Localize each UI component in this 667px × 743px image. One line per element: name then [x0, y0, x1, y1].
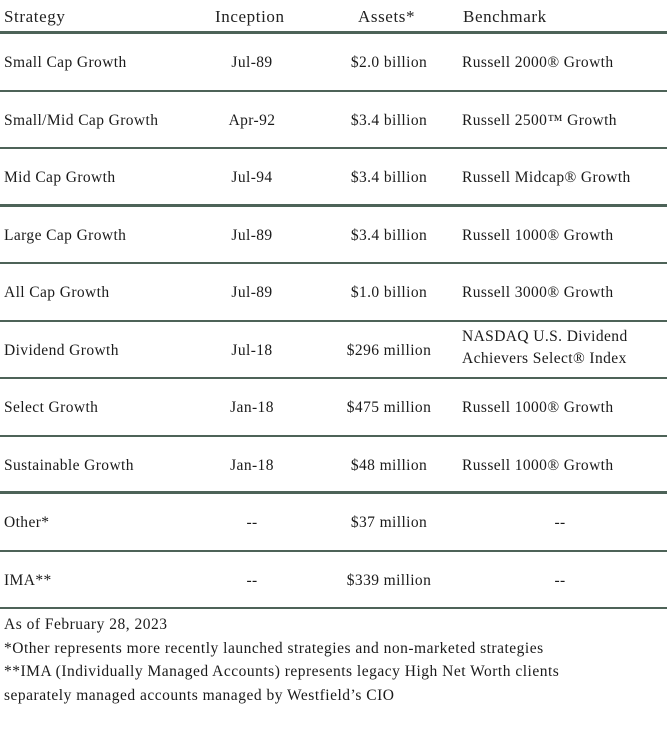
table-row	[0, 494, 667, 552]
strategy-cell: IMA**	[4, 571, 52, 589]
benchmark-cell: Russell 1000® Growth	[462, 456, 614, 474]
benchmark-cell: Russell Midcap® Growth	[462, 169, 631, 186]
assets-cell: $339 million	[346, 571, 432, 589]
strategy-cell: Other*	[4, 514, 50, 531]
benchmark-cell: Russell 1000® Growth	[462, 226, 614, 244]
strategy-cell: Dividend Growth	[4, 341, 119, 359]
table-row	[0, 322, 667, 380]
table-row	[0, 149, 667, 207]
header-assets: Assets*	[358, 7, 416, 26]
inception-cell: --	[246, 514, 258, 531]
inception-cell: Jan-18	[230, 399, 274, 416]
table-row	[0, 552, 667, 610]
assets-cell: $2.0 billion	[350, 54, 428, 71]
table-row	[0, 92, 667, 150]
assets-cell: $1.0 billion	[350, 284, 428, 301]
benchmark-line: NASDAQ U.S. Dividend	[462, 327, 628, 345]
inception-cell: Jul-94	[231, 169, 273, 186]
benchmark-cell: Russell 3000® Growth	[462, 284, 614, 301]
strategy-cell: Small Cap Growth	[4, 54, 127, 71]
strategy-cell: Sustainable Growth	[4, 456, 134, 474]
strategy-cell: Large Cap Growth	[4, 226, 127, 244]
inception-cell: Jul-89	[231, 226, 273, 244]
strategy-cell: Mid Cap Growth	[4, 169, 116, 186]
assets-cell: $3.4 billion	[350, 169, 428, 186]
table-row	[0, 207, 667, 265]
benchmark-line: Achievers Select® Index	[462, 349, 627, 367]
header-inception: Inception	[215, 7, 285, 26]
strategy-cell: Small/Mid Cap Growth	[4, 111, 159, 129]
table-row	[0, 379, 667, 437]
assets-cell: $48 million	[350, 456, 428, 474]
assets-cell: $475 million	[346, 399, 432, 416]
footnote-other: *Other represents more recently launched strategies and non-marketed strategies	[4, 639, 544, 657]
table-row	[0, 34, 667, 92]
table-row	[0, 437, 667, 495]
inception-cell: Jul-89	[231, 284, 273, 301]
header-strategy: Strategy	[4, 7, 66, 26]
inception-cell: Jul-89	[231, 54, 273, 71]
strategy-cell: Select Growth	[4, 399, 99, 416]
header-benchmark: Benchmark	[463, 7, 547, 26]
footnote-ima: **IMA (Individually Managed Accounts) represents legacy High Net Worth clients	[4, 663, 560, 680]
inception-cell: --	[246, 571, 258, 589]
benchmark-cell	[462, 326, 662, 370]
inception-cell: Jul-18	[231, 341, 273, 359]
benchmark-cell: Russell 2000® Growth	[462, 54, 614, 71]
inception-cell: Jan-18	[230, 456, 274, 474]
assets-cell: $37 million	[350, 514, 428, 531]
assets-cell: $296 million	[346, 341, 432, 359]
assets-cell: $3.4 billion	[350, 226, 428, 244]
table-row	[0, 264, 667, 322]
as-of-date: As of February 28, 2023	[4, 616, 168, 633]
benchmark-cell: --	[554, 571, 566, 589]
assets-cell: $3.4 billion	[350, 111, 428, 129]
benchmark-cell: Russell 1000® Growth	[462, 399, 614, 416]
footnotes	[4, 613, 664, 707]
table-header	[0, 0, 667, 34]
benchmark-cell: Russell 2500™ Growth	[462, 111, 617, 129]
inception-cell: Apr-92	[228, 111, 276, 129]
benchmark-cell: --	[554, 514, 566, 531]
footnote-ima-continued: separately managed accounts managed by Westfield’s CIO	[4, 686, 395, 704]
strategy-cell: All Cap Growth	[4, 284, 110, 301]
